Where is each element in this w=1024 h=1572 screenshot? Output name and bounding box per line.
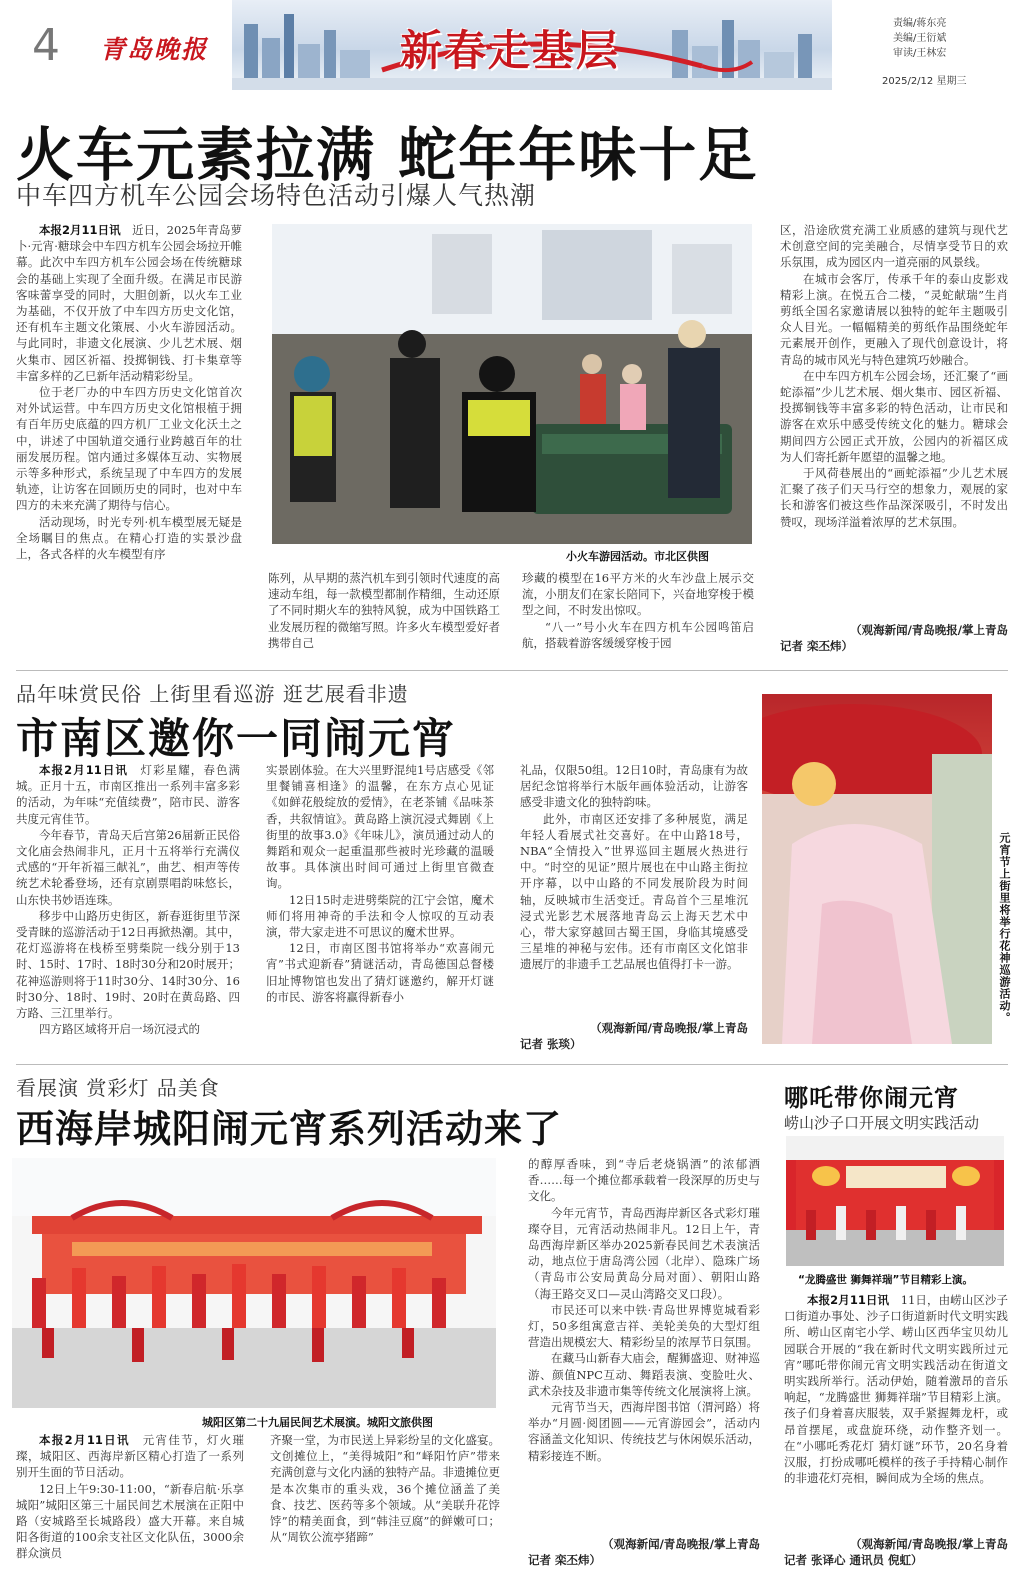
credit-line: （观海新闻/青岛晚报/掌上青岛: [850, 623, 1008, 637]
paragraph: 珍藏的模型在16平方米的火车沙盘上展示交流，小朋友们在家长陪同下，兴奋地穿梭于模型之间，不时发出惊叹。: [522, 571, 754, 618]
paragraph: 此外，市南区还安排了多种展览，满足年轻人看展式社交喜好。在中山路18号，NBA“全情投入”世界巡回主题展火热进行中。“时空的见证”照片展也在中山路主街拉开序幕，以中山路的不同发展阶段为时间轴，反映城市生活变迁。青岛首个三星堆沉浸式光影艺术展落地青岛云上海天艺术中心，带大家穿越回古蜀王国，身临其境感受三星堆的神秘与宏伟。还有市南区文化馆非遗展厅的非遗手工艺品展也值得打卡一游。: [520, 811, 748, 972]
credit-line: 记者 张琰）: [520, 1037, 582, 1052]
paragraph: 12日15时走进劈柴院的江宁会馆，魔术师们将用神奇的手法和令人惊叹的互动表演，带大家走进不可思议的魔术世界。: [266, 892, 494, 940]
article2-credit: [520, 1020, 748, 1054]
credit-line: 记者 栾丕炜）: [780, 639, 854, 654]
credit-line: （观海新闻/青岛晚报/掌上青岛: [850, 1537, 1008, 1551]
credit-line: （观海新闻/青岛晚报/掌上青岛: [590, 1021, 748, 1035]
paragraph: 于风荷巷展出的“画蛇添福”少儿艺术展汇聚了孩子们天马行空的想象力，观展的家长和游客们被这些作品深深吸引，不时发出赞叹，现场洋溢着浓厚的艺术氛围。: [780, 466, 1008, 529]
paragraph: 11日，由崂山区沙子口街道办事处、沙子口街道新时代文明实践所、崂山区南宅小学、崂山区西华宝贝幼儿园联合开展的“我在新时代文明实践所过元宵”哪吒带你闹元宵文明实践活动在街道文明实践所举行。活动伊始，随着激昂的音乐响起，“龙腾盛世 狮舞祥瑞”节目精彩上演。孩子们身着喜庆服装，双手紧握舞龙杆，或昂首摆尾，或盘旋环绕，动作整齐划一。在“小哪吒秀花灯 猜灯谜”环节，20名身着汉服，打扮成哪吒模样的孩子手持精心制作的非遗花灯亮相，瞬间成为全场的焦点。: [784, 1293, 1008, 1486]
article1-credit: [780, 622, 1008, 656]
dateline: 本报2月11日讯: [39, 1433, 130, 1447]
editor-credits: [893, 16, 946, 61]
credit-line: 记者 张译心 通讯员 倪虹）: [784, 1553, 923, 1568]
dateline: 本报2月11日讯: [39, 763, 128, 777]
article4-credit: [784, 1536, 1008, 1570]
paragraph: 移步中山路历史街区，新春逛街里节深受青睐的巡游活动于12日再掀热潮。其中，花灯巡游将在栈桥至劈柴院一线分别于13时、15时、17时、18时30分和20时展开；花神巡游则将于11时30分、14时30分、16时30分、18时、19时、20时在黄岛路、四方路、三江里举行。: [16, 908, 240, 1021]
paragraph: 今年元宵节，青岛西海岸新区各式彩灯璀璨夺目，元宵活动热闹非凡。12日上午，青岛西海岸新区举办2025新春民间艺术表演活动，地点位于唐岛湾公园（北岸）、隐珠广场（青岛市公安局黄岛分局对面）、朝阳山路（海王路交叉口—灵山湾路交叉口段）。: [528, 1205, 760, 1301]
article1-column-2: [268, 570, 500, 654]
article2-photo-caption: 元宵节上街里将举行花神巡游活动。: [998, 832, 1011, 1024]
section-divider: [16, 670, 1008, 671]
article3-column-1: [16, 1432, 244, 1570]
paragraph: 今年春节，青岛天后宫第26届新正民俗文化庙会热闹非凡，正月十五将举行充满仪式感的“开年祈福三献礼”，曲艺、相声等传统艺术轮番登场，还有京剧票唱韵味悠长，山东快书妙语连珠。: [16, 827, 240, 907]
editor-credit: 美编/王衍斌: [893, 33, 947, 44]
article2-kicker: 品年味赏民俗 上街里看巡游 逛艺展看非遗: [16, 682, 409, 706]
banner: [232, 0, 832, 90]
article4-photo: [786, 1136, 1004, 1266]
article3-column-3: [528, 1156, 760, 1536]
article4-subheadline: 崂山沙子口开展文明实践活动: [784, 1114, 980, 1132]
credit-line: 记者 栾丕炜）: [528, 1553, 602, 1568]
article1-column-1: [16, 222, 242, 654]
paragraph: 在藏马山新春大庙会，醒狮盛迎、财神巡游、颜值NPC互动、舞蹈表演、变脸吐火、武术杂技及非遗市集等传统文化展演将上演。: [528, 1351, 760, 1398]
article2-column-2: [266, 762, 494, 1054]
date-text: 2025/2/12: [882, 76, 934, 87]
article2-headline: 市南区邀你一同闹元宵: [16, 714, 457, 763]
editor-credit: 审读/王林宏: [893, 48, 947, 59]
paragraph: 灯彩星耀，春色满城。正月十五，市南区推出一系列丰富多彩的活动，为年味“充值续费”，陪市民、游客共度元宵佳节。: [16, 763, 240, 826]
folk-art-performance-photo: [12, 1158, 496, 1408]
article1-headline: 火车元素拉满 蛇年年味十足: [16, 121, 759, 189]
dragon-dance-photo: [786, 1136, 1004, 1266]
paper-logo: 青岛晚报: [100, 35, 209, 64]
dateline: 本报2月11日讯: [807, 1293, 890, 1307]
article3-column-2: [270, 1432, 500, 1570]
section-divider: [16, 1064, 1008, 1065]
credit-line: （观海新闻/青岛晚报/掌上青岛: [602, 1537, 760, 1551]
article3-credit: [528, 1536, 760, 1570]
article4-photo-caption: “龙腾盛世 狮舞祥瑞”节目精彩上演。: [798, 1274, 973, 1286]
article3-photo: [12, 1158, 496, 1408]
paragraph: 实景剧体验。在大兴里野混纯1号店感受《邻里餐铺喜相逢》的温馨，在东方点心见证《如鲜花般绽放的爱情》，在老茶铺《品味茶香，共叙情谊》。黄岛路上演沉浸式舞剧《上街里的故事3.0》《年味儿》，演员通过动人的舞蹈和观众一起重温那些被时光珍藏的温暖故事。具体演出时间可通过上街里官微查询。: [266, 763, 494, 891]
article1-photo-caption: 小火车游园活动。市北区供图: [566, 550, 709, 563]
article3-kicker: 看展演 赏彩灯 品美食: [16, 1076, 220, 1100]
article1-column-4: [780, 222, 1008, 622]
masthead: [0, 0, 1024, 100]
paragraph: 在城市会客厅，传承千年的泰山皮影戏精彩上演。在悦五合二楼，“灵蛇献瑞”生肖剪纸全国名家邀请展以独特的蛇年主题吸引众人目光。一幅幅精美的剪纸作品围绕蛇年元素展开创作，更融入了现代创意设计，将青岛的城市风光与特色建筑巧妙融合。: [780, 271, 1008, 367]
page-number: 4: [32, 20, 60, 71]
paragraph: 12日上午9:30-11:00，“新春启航·乐享城阳”城阳区第三十届民间艺术展演在正阳中路（安城路至长城路段）盛大开幕。来自城阳各街道的100余支社区文化队伍，3000余群众演员: [16, 1481, 244, 1561]
article2-column-3: [520, 762, 748, 1018]
article1-column-3: [522, 570, 754, 654]
paragraph: 市民还可以来中铁·青岛世界博览城看彩灯，50多组寓意吉祥、美轮美奂的大型灯组营造出规模宏大、精彩纷呈的浓厚节日氛围。: [528, 1302, 760, 1350]
paragraph: 近日，2025年青岛萝卜·元宵·糖球会中车四方机车公园会场拉开帷幕。此次中车四方机车公园会场在传统糖球会的基础上实现了全面升级。在满足市民游客味蕾享受的同时，大胆创新，以火车工业为基础，不仅开放了中车四方历史文化馆，还有机车主题文化策展、小火车游园活动。与此同时，非遗文化展演、少儿艺术展、烟火集市、园区祈福、投掷铜钱、打卡集章等丰富多样的乙巳新年活动精彩纷呈。: [16, 223, 242, 383]
article2-column-1: [16, 762, 240, 1054]
train-tour-photo: [272, 224, 752, 544]
article3-photo-caption: 城阳区第二十九届民间艺术展演。城阳文旅供图: [202, 1416, 433, 1429]
paragraph: 元宵佳节，灯火璀璨，城阳区、西海岸新区精心打造了一系列别开生面的节日活动。: [16, 1433, 244, 1480]
paragraph: 礼品，仅限50组。12日10时，青岛康有为故居纪念馆将举行木版年画体验活动，让游客感受非遗文化的独特韵味。: [520, 763, 748, 810]
dateline: 本报2月11日讯: [39, 223, 121, 237]
issue-date: [882, 72, 966, 87]
flower-goddess-photo: [762, 694, 992, 1044]
article2-photo: [762, 694, 992, 1044]
paragraph: 的醇厚香味，到“寺后老烧锅酒”的浓郁酒香……每一个摊位都承载着一段深厚的历史与文化。: [528, 1157, 760, 1204]
paragraph: “八一”号小火车在四方机车公园鸣笛启航，搭载着游客缓缓穿梭于园: [522, 619, 754, 650]
weekday-text: 星期三: [936, 76, 967, 87]
paragraph: 齐聚一堂，为市民送上异彩纷呈的文化盛宴。文创摊位上，“美得城阳”和“峄阳竹庐”带来充满创意与文化内涵的独特产品。非遗摊位更是本次集市的重头戏，36个摊位涵盖了美食、技艺、医药等多个领域。从“美联升花饽饽”的精美面食，到“韩洼豆腐”的鲜嫩可口；从“周钦公流亭猪蹄”: [270, 1433, 500, 1545]
paragraph: 位于老厂办的中车四方历史文化馆首次对外试运营。中车四方历史文化馆根植于拥有百年历史底蕴的四方机厂工业文化沃土之中，讲述了中国轨道交通行业跨越百年的壮丽发展历程。馆内通过多媒体互动、实物展示等多种形式，系统呈现了中车四方的发展轨迹，让访客在回顾历史的同时，也对中车四方的未来充满了期待与信心。: [16, 385, 242, 513]
article4-body: [784, 1292, 1008, 1536]
paragraph: 陈列，从早期的蒸汽机车到引领时代速度的高速动车组，每一款模型都制作精细，生动还原了不同时期火车的独特风貌，成为中国铁路工业发展历程的微缩写照。许多火车模型爱好者携带自己: [268, 571, 500, 650]
article4-headline: 哪吒带你闹元宵: [784, 1084, 959, 1112]
article3-headline: 西海岸城阳闹元宵系列活动来了: [16, 1107, 563, 1151]
paragraph: 12日，市南区图书馆将举办“欢喜闹元宵”书式迎新春”猜谜活动，青岛德国总督楼旧址博物馆也发出了猜灯谜邀约，解开灯谜的市民、游客将赢得新春小: [266, 941, 494, 1004]
paragraph: 区，沿途欣赏充满工业质感的建筑与现代艺术创意空间的完美融合，尽情享受节日的欢乐氛围，成为园区内一道亮丽的风景线。: [780, 223, 1008, 270]
paragraph: 四方路区域将开启一场沉浸式的: [39, 1022, 200, 1037]
paragraph: 活动现场，时光专列·机车模型展无疑是全场瞩目的焦点。在精心打造的实景沙盘上，各式各样的火车模型有序: [16, 514, 242, 562]
article1-photo: [272, 224, 752, 544]
editor-credit: 责编/蒋东亮: [893, 18, 947, 29]
paragraph: 在中车四方机车公园会场，还汇聚了“画蛇添福”少儿艺术展、烟火集市、园区祈福、投掷铜钱等丰富多彩的特色活动，让市民和游客在欢乐中感受传统文化的魅力。糖球会期间四方公园正式开放，公园内的祈福区成为人们寄托新年愿望的温馨之地。: [780, 368, 1008, 464]
banner-title: 新春走基层: [400, 26, 621, 75]
paragraph: 元宵节当天，西海岸图书馆（渭河路）将举办“月圆·阅团圆——元宵游园会”，活动内容涵盖文化知识、传统技艺与休闲娱乐活动，精彩接连不断。: [528, 1400, 760, 1463]
article1-subheadline: 中车四方机车公园会场特色活动引爆人气热潮: [16, 181, 537, 210]
